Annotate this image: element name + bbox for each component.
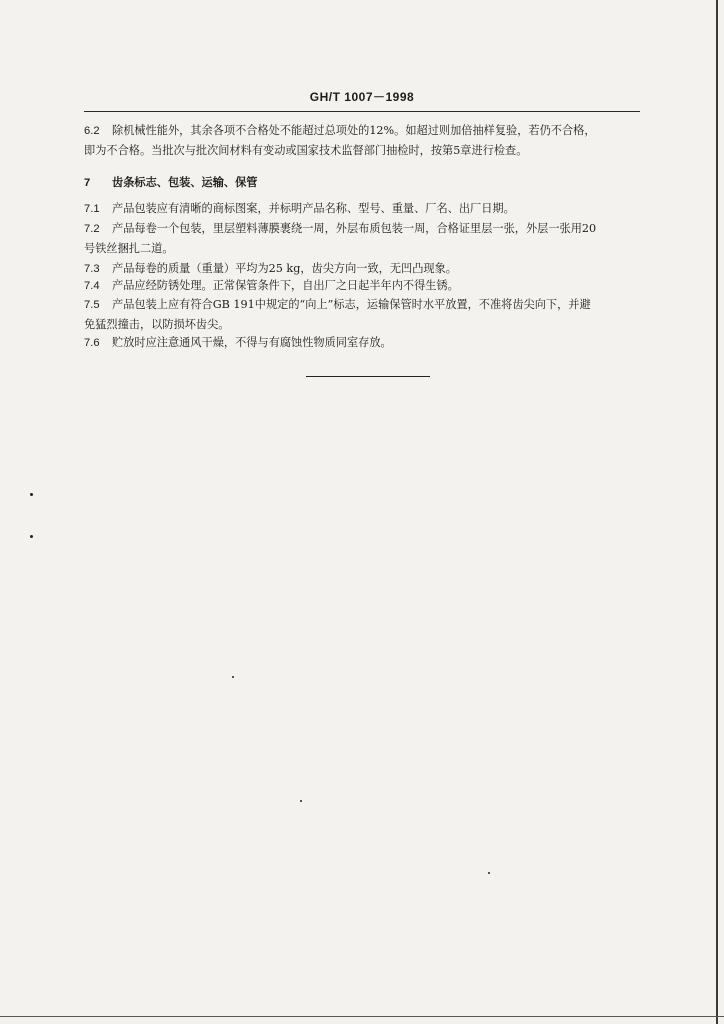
scan-speck: [30, 493, 33, 496]
clause-7-5: [84, 295, 644, 335]
clause-text-line: 产品每卷的质量（重量）平均为25 kg，齿尖方向一致，无凹凸现象。: [112, 262, 457, 275]
clause-number: 7.1: [84, 203, 100, 215]
clause-number: 7.6: [84, 337, 100, 349]
clause-6-2: [84, 121, 644, 161]
clause-text-line: 除机械性能外，其余各项不合格处不能超过总项处的12%。如超过则加倍抽样复验，若仍不合格，: [112, 124, 596, 137]
clause-number: 7.2: [84, 223, 100, 235]
scan-bottom-edge: [0, 1016, 724, 1017]
section-title: 齿条标志、包装、运输、保管: [112, 175, 258, 189]
clause-text-line: 产品包装上应有符合GB 191中规定的“向上”标志，运输保管时水平放置，不准将齿尖向下，并避: [112, 298, 591, 311]
clause-text-line: 产品应经防锈处理。正常保管条件下，自出厂之日起半年内不得生锈。: [112, 279, 459, 292]
header-rule: [84, 111, 640, 112]
clause-text-line: 即为不合格。当批次与批次间材料有变动或国家技术监督部门抽检时，按第5章进行检查。: [84, 144, 528, 157]
clause-text-line: 贮放时应注意通风干燥，不得与有腐蚀性物质同室存放。: [112, 336, 392, 349]
clause-number: 7.4: [84, 280, 100, 292]
clause-7-1: [84, 199, 644, 219]
clause-text-line: 免猛烈撞击，以防损坏齿尖。: [84, 318, 230, 331]
clause-7-6: [84, 333, 644, 353]
section-7-heading: [84, 172, 644, 193]
scan-speck: [232, 676, 234, 678]
clause-number: 7.5: [84, 299, 100, 311]
scan-speck: [30, 535, 33, 538]
clause-number: 7.3: [84, 263, 100, 275]
scan-speck: [488, 872, 490, 874]
scan-speck: [300, 800, 302, 802]
standard-code-header: GH/T 1007－1998: [309, 90, 415, 104]
clause-text-line: 产品包装应有清晰的商标图案，并标明产品名称、型号、重量、厂名、出厂日期。: [112, 202, 515, 215]
clause-7-2: [84, 219, 644, 259]
clause-number: 6.2: [84, 125, 100, 137]
clause-text-line: 号铁丝捆扎二道。: [84, 242, 174, 255]
clause-7-4: [84, 276, 644, 296]
end-of-text-rule: [306, 376, 430, 377]
clause-text-line: 产品每卷一个包装，里层塑料薄膜裹绕一周，外层布质包装一周，合格证里层一张，外层一张用20: [112, 222, 597, 235]
section-number: 7: [84, 177, 91, 189]
scan-right-edge: [716, 0, 718, 1024]
